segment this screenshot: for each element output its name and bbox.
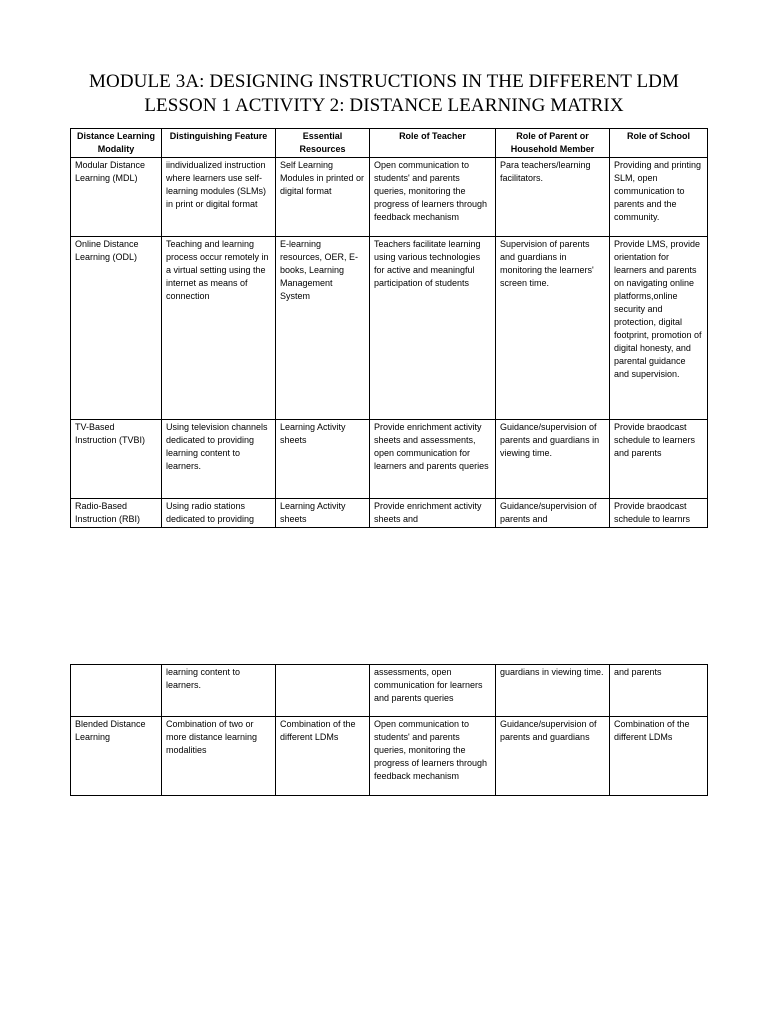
header-modality: Distance Learning Modality xyxy=(71,129,162,158)
table-row-rbi xyxy=(71,499,708,528)
header-school: Role of School xyxy=(610,129,708,158)
cell-feature: Using radio stations dedicated to providing xyxy=(162,499,276,528)
cell-modality: Blended Distance Learning xyxy=(71,717,162,796)
cell-teacher: Open communication to students' and parents queries, monitoring the progress of learners through feedback mechanism xyxy=(370,717,496,796)
cell-feature: learning content to learners. xyxy=(162,665,276,717)
cell-resources: Learning Activity sheets xyxy=(276,420,370,499)
cell-feature: Using television channels dedicated to providing learning content to learners. xyxy=(162,420,276,499)
table-row-blended xyxy=(71,717,708,796)
cell-modality xyxy=(71,665,162,717)
cell-feature: iindividualized instruction where learners use self-learning modules (SLMs) in print or digital format xyxy=(162,158,276,237)
document-title: MODULE 3A: DESIGNING INSTRUCTIONS IN THE DIFFERENT LDM xyxy=(89,71,679,92)
table-row-tvbi xyxy=(71,420,708,499)
cell-school: and parents xyxy=(610,665,708,717)
cell-parent: Para teachers/learning facilitators. xyxy=(496,158,610,237)
cell-modality: TV-Based Instruction (TVBI) xyxy=(71,420,162,499)
distance-learning-matrix-table-continued xyxy=(70,664,708,796)
cell-teacher: Open communication to students' and parents queries, monitoring the progress of learners through feedback mechanism xyxy=(370,158,496,237)
cell-parent: guardians in viewing time. xyxy=(496,665,610,717)
cell-school: Providing and printing SLM, open communication to parents and the community. xyxy=(610,158,708,237)
cell-parent: Guidance/supervision of parents and guardians in viewing time. xyxy=(496,420,610,499)
cell-modality: Radio-Based Instruction (RBI) xyxy=(71,499,162,528)
cell-school: Provide braodcast schedule to learnrs xyxy=(610,499,708,528)
distance-learning-matrix-table xyxy=(70,128,708,528)
header-feature: Distinguishing Feature xyxy=(162,129,276,158)
cell-school: Combination of the different LDMs xyxy=(610,717,708,796)
cell-teacher: Teachers facilitate learning using various technologies for active and meaningful participation of students xyxy=(370,237,496,420)
table-row-mdl xyxy=(71,158,708,237)
document-subtitle: LESSON 1 ACTIVITY 2: DISTANCE LEARNING MATRIX xyxy=(144,95,624,116)
header-parent: Role of Parent or Household Member xyxy=(496,129,610,158)
cell-resources: Self Learning Modules in printed or digital format xyxy=(276,158,370,237)
cell-feature: Teaching and learning process occur remotely in a virtual setting using the internet as means of connection xyxy=(162,237,276,420)
cell-resources: Learning Activity sheets xyxy=(276,499,370,528)
cell-school: Provide braodcast schedule to learners and parents xyxy=(610,420,708,499)
cell-resources: E-learning resources, OER, E-books, Learning Management System xyxy=(276,237,370,420)
table-row-rbi-continued xyxy=(71,665,708,717)
cell-modality: Modular Distance Learning (MDL) xyxy=(71,158,162,237)
cell-teacher: Provide enrichment activity sheets and xyxy=(370,499,496,528)
table-row-odl xyxy=(71,237,708,420)
cell-teacher: assessments, open communication for learners and parents queries xyxy=(370,665,496,717)
cell-teacher: Provide enrichment activity sheets and assessments, open communication for learners and parents queries xyxy=(370,420,496,499)
header-resources: Essential Resources xyxy=(276,129,370,158)
cell-school: Provide LMS, provide orientation for learners and parents on navigating online platforms,online security and protection, digital footprint, promotion of digital honesty, and parental guidance and supervision. xyxy=(610,237,708,420)
cell-parent: Guidance/supervision of parents and guardians xyxy=(496,717,610,796)
cell-parent: Guidance/supervision of parents and xyxy=(496,499,610,528)
cell-modality: Online Distance Learning (ODL) xyxy=(71,237,162,420)
cell-parent: Supervision of parents and guardians in monitoring the learners' screen time. xyxy=(496,237,610,420)
cell-resources: Combination of the different LDMs xyxy=(276,717,370,796)
cell-resources xyxy=(276,665,370,717)
header-teacher: Role of Teacher xyxy=(370,129,496,158)
cell-feature: Combination of two or more distance learning modalities xyxy=(162,717,276,796)
table-header-row xyxy=(71,129,708,158)
